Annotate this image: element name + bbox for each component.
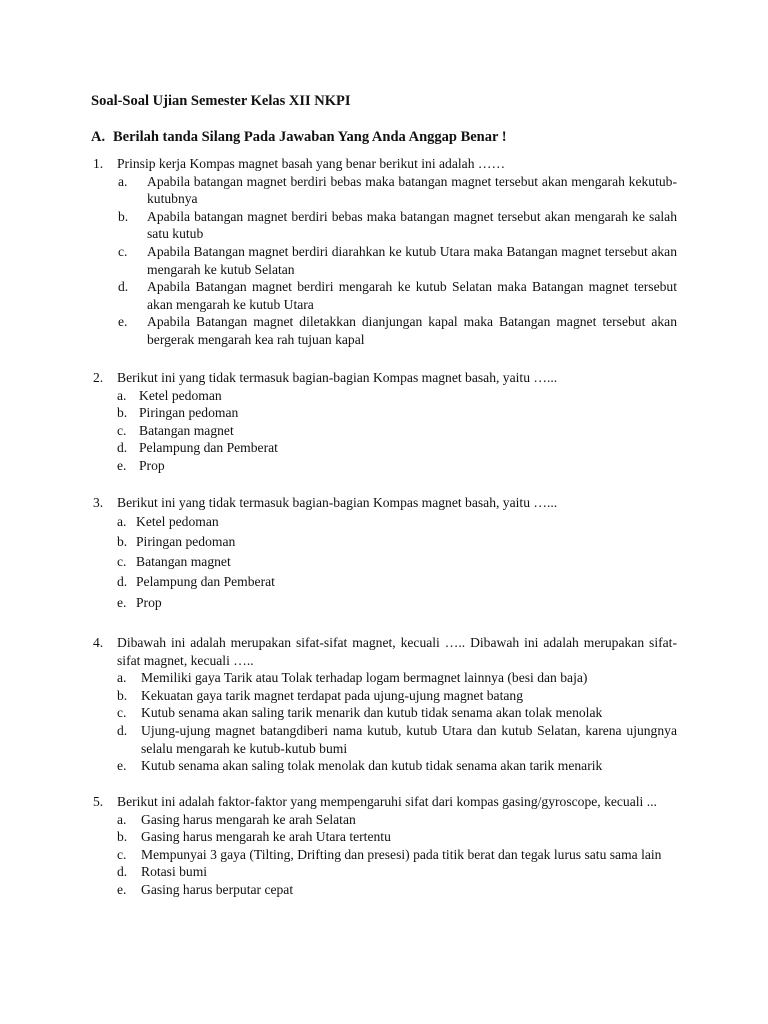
question-stem: [93, 369, 677, 387]
option-b[interactable]: [93, 687, 677, 705]
option-text: Kutub senama akan saling tolak menolak dan kutub tidak senama akan tarik menarik: [141, 758, 603, 774]
option-b[interactable]: [93, 532, 677, 552]
option-letter: a.: [117, 811, 127, 827]
option-a[interactable]: [93, 512, 677, 532]
question-number: 3.: [93, 495, 104, 510]
question-2: [93, 369, 677, 475]
option-letter: c.: [117, 705, 127, 721]
option-e[interactable]: [93, 457, 677, 475]
option-c[interactable]: [93, 552, 677, 572]
question-number: 5.: [93, 794, 104, 809]
option-d[interactable]: [93, 572, 677, 592]
option-text: Batangan magnet: [139, 422, 234, 438]
option-letter: e.: [117, 758, 127, 774]
question-number: 1.: [93, 156, 104, 171]
option-d[interactable]: [93, 278, 677, 313]
option-text: Kutub senama akan saling tarik menarik dan kutub tidak senama akan tolak menolak: [141, 705, 603, 721]
option-text: Apabila Batangan magnet berdiri diarahkan ke kutub Utara maka Batangan magnet tersebut akan mengarah ke kutub Selatan: [147, 243, 677, 277]
question-text: Dibawah ini adalah merupakan sifat-sifat magnet, kecuali ….. Dibawah ini adalah merupakan sifat-sifat magnet, kecuali …..: [117, 635, 677, 668]
option-b[interactable]: [93, 404, 677, 422]
option-text: Mempunyai 3 gaya (Tilting, Drifting dan presesi) pada titik berat dan tegak lurus satu sama lain: [141, 846, 662, 862]
option-letter: d.: [117, 864, 128, 880]
option-d[interactable]: [93, 722, 677, 757]
question-number: 4.: [93, 635, 104, 650]
option-text: Ketel pedoman: [136, 513, 219, 529]
option-letter: d.: [118, 279, 129, 295]
option-letter: c.: [117, 846, 127, 862]
option-text: Memiliki gaya Tarik atau Tolak terhadap logam bermagnet lainnya (besi dan baja): [141, 670, 588, 686]
option-c[interactable]: [93, 846, 677, 864]
option-text: Rotasi bumi: [141, 864, 208, 880]
option-letter: c.: [118, 243, 128, 259]
option-text: Ujung-ujung magnet batangdiberi nama kutub, kutub Utara dan kutub Selatan, karena ujungnya selalu mengarah ke kutub-kutub bumi: [141, 722, 677, 756]
option-a[interactable]: [93, 811, 677, 829]
option-text: Prop: [136, 594, 162, 610]
option-text: Gasing harus mengarah ke arah Utara tertentu: [141, 829, 391, 845]
question-1: [93, 155, 677, 349]
option-letter: d.: [117, 440, 128, 456]
section-heading: [91, 129, 507, 146]
option-letter: e.: [117, 881, 127, 897]
question-stem: [93, 155, 677, 173]
option-d[interactable]: [93, 863, 677, 881]
option-e[interactable]: [93, 757, 677, 775]
option-letter: b.: [118, 208, 129, 224]
option-text: Pelampung dan Pemberat: [139, 440, 278, 456]
option-letter: e.: [118, 314, 128, 330]
option-text: Apabila batangan magnet berdiri bebas maka batangan magnet tersebut akan mengarah ke salah satu kutub: [147, 208, 677, 242]
option-text: Ketel pedoman: [139, 387, 222, 403]
option-text: Apabila Batangan magnet berdiri mengarah ke kutub Selatan maka Batangan magnet tersebut akan mengarah ke kutub Utara: [147, 279, 677, 312]
option-letter: b.: [117, 687, 128, 703]
option-a[interactable]: [93, 173, 677, 208]
option-a[interactable]: [93, 387, 677, 405]
option-letter: e.: [117, 457, 127, 473]
option-text: Gasing harus berputar cepat: [141, 881, 294, 897]
option-letter: e.: [117, 594, 127, 610]
option-text: Kekuatan gaya tarik magnet terdapat pada ujung-ujung magnet batang: [141, 687, 523, 703]
option-c[interactable]: [93, 704, 677, 722]
option-text: Gasing harus mengarah ke arah Selatan: [141, 811, 356, 827]
option-letter: a.: [117, 387, 127, 403]
question-5: [93, 793, 677, 899]
document-title: Soal-Soal Ujian Semester Kelas XII NKPI: [91, 93, 351, 109]
option-a[interactable]: [93, 669, 677, 687]
section-instruction: Berilah tanda Silang Pada Jawaban Yang Anda Anggap Benar !: [113, 129, 507, 145]
question-number: 2.: [93, 370, 104, 385]
option-e[interactable]: [93, 881, 677, 899]
option-letter: c.: [117, 554, 127, 570]
option-text: Pelampung dan Pemberat: [136, 574, 275, 590]
question-stem: [93, 634, 677, 669]
option-d[interactable]: [93, 439, 677, 457]
question-text: Prinsip kerja Kompas magnet basah yang benar berikut ini adalah ……: [117, 156, 506, 171]
option-letter: a.: [117, 513, 127, 529]
option-letter: a.: [118, 173, 128, 189]
question-4: [93, 634, 677, 775]
option-c[interactable]: [93, 243, 677, 278]
option-text: Prop: [139, 457, 165, 473]
option-letter: b.: [117, 829, 128, 845]
question-text: Berikut ini adalah faktor-faktor yang mempengaruhi sifat dari kompas gasing/gyroscope, kecuali ...: [117, 794, 657, 809]
option-text: Piringan pedoman: [139, 405, 239, 421]
section-letter: A.: [91, 129, 106, 145]
option-text: Apabila batangan magnet berdiri bebas maka batangan magnet tersebut akan mengarah kekutub-kutubnya: [147, 173, 677, 207]
option-e[interactable]: [93, 593, 677, 613]
option-letter: c.: [117, 422, 127, 438]
option-text: Piringan pedoman: [136, 533, 236, 549]
question-stem: [93, 494, 677, 512]
option-letter: d.: [117, 722, 128, 738]
option-text: Apabila Batangan magnet diletakkan dianjungan kapal maka Batangan magnet tersebut akan bergerak mengarah kea rah tujuan kapal: [147, 314, 677, 347]
option-b[interactable]: [93, 828, 677, 846]
question-text: Berikut ini yang tidak termasuk bagian-bagian Kompas magnet basah, yaitu …...: [117, 370, 558, 385]
option-letter: a.: [117, 670, 127, 686]
option-e[interactable]: [93, 313, 677, 348]
option-letter: b.: [117, 405, 128, 421]
question-stem: [93, 793, 677, 811]
option-text: Batangan magnet: [136, 554, 231, 570]
option-letter: b.: [117, 533, 128, 549]
option-b[interactable]: [93, 208, 677, 243]
option-c[interactable]: [93, 422, 677, 440]
option-letter: d.: [117, 574, 128, 590]
question-text: Berikut ini yang tidak termasuk bagian-bagian Kompas magnet basah, yaitu …...: [117, 495, 558, 510]
question-3: [93, 494, 677, 613]
